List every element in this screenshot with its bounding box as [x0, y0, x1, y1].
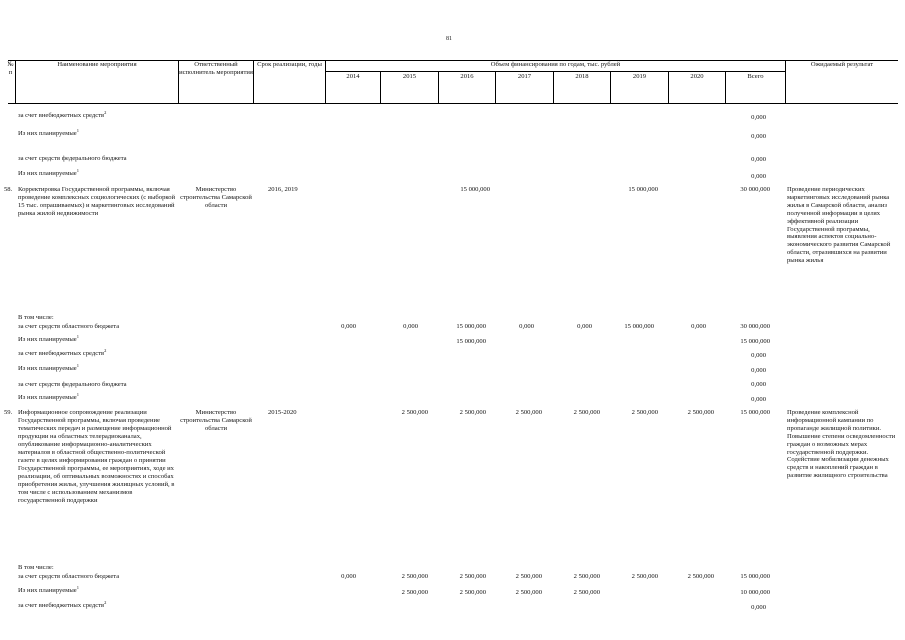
cell-value: 2 500,000: [515, 589, 542, 596]
row-label: Из них планируемые$^1$: [18, 391, 79, 401]
cell-value: 2 500,000: [631, 409, 658, 416]
cell-value: 2 500,000: [631, 573, 658, 580]
cell-value: 2 500,000: [573, 589, 600, 596]
cell-value: 15 000,000: [456, 323, 486, 330]
cell-value: 0,000: [751, 381, 766, 388]
header-period: Срок реализации, годы: [257, 61, 322, 68]
incl-label: В том числе:: [18, 564, 54, 571]
item-number: 58.: [4, 186, 13, 193]
item-period: 2015-2020: [268, 409, 297, 416]
header-funding: Объем финансирования по годам, тыс. рублей: [490, 61, 621, 68]
cell-value: 30 000,000: [740, 323, 770, 330]
page-number: 81: [446, 36, 452, 42]
header-year: 2020: [690, 73, 704, 80]
header-mid-border: [325, 71, 785, 72]
header-year: 2019: [632, 73, 647, 80]
cell-value: 2 500,000: [573, 573, 600, 580]
cell-value: 15 000,000: [740, 573, 770, 580]
item-responsible: Министерство строительства Самарской области: [180, 186, 252, 210]
row-label: за счет средств федерального бюджета: [18, 155, 127, 162]
item-number: 59.: [4, 409, 13, 416]
incl-label: В том числе:: [18, 314, 54, 321]
header-year: 2017: [517, 73, 532, 80]
cell-value: 2 500,000: [687, 409, 714, 416]
cell-value: 2 500,000: [401, 573, 428, 580]
cell-value: 2 500,000: [515, 573, 542, 580]
cell-value: 2 500,000: [459, 409, 486, 416]
header-num: № п: [7, 61, 14, 76]
header-year: 2018: [575, 73, 589, 80]
header-year: 2014: [346, 73, 360, 80]
cell-value: 0,000: [341, 323, 356, 330]
row-total: 0,000: [751, 156, 766, 163]
header-result: Ожидаемый результат: [810, 61, 874, 68]
cell-value: 2 500,000: [401, 589, 428, 596]
item-period: 2016, 2019: [268, 186, 298, 193]
cell-value: 0,000: [751, 396, 766, 403]
row-label: за счет средств областного бюджета: [18, 323, 120, 330]
value-total: 30 000,000: [740, 186, 770, 193]
row-label: Из них планируемые$^1$: [18, 127, 79, 137]
cell-value: 2 500,000: [401, 409, 428, 416]
header-bottom-border: [8, 103, 898, 104]
header-year-total: Всего: [747, 73, 764, 80]
row-total: 0,000: [751, 173, 766, 180]
row-total: 0,000: [751, 133, 766, 140]
row-total: 0,000: [751, 114, 766, 121]
row-label: за счет внебюджетных средств$^2$: [18, 347, 107, 357]
cell-value: 0,000: [751, 352, 766, 359]
cell-value: 0,000: [691, 323, 706, 330]
cell-value: 15 000,000: [456, 338, 486, 345]
cell-value: 2 500,000: [687, 573, 714, 580]
cell-value: 10 000,000: [740, 589, 770, 596]
header-name: Наименование мероприятия: [57, 61, 137, 68]
cell-value: 0,000: [519, 323, 534, 330]
row-label: Из них планируемые$^1$: [18, 167, 79, 177]
cell-value: 2 500,000: [459, 573, 486, 580]
cell-value: 15 000,000: [624, 323, 654, 330]
row-label: Из них планируемые$^1$: [18, 584, 79, 594]
item-name: Информационное сопровождение реализации Государственной программы, включая проведение тематических передач и размещение информационной продукции на областных телерадиоканалах, опубликование информационно-аналитических материалов в областной общественно-политической газете в целях информирования граждан о принятии Государственной программы, ее мероприятиях, ходе их реализации, об оптимальных возможностях и способах приобретения жилья, улучшения жилищных условий, в том числе с использованием механизмов государственной поддержки: [18, 409, 175, 505]
item-result: Проведение периодических маркетинговых исследований рынка жилья в Самарской области, анализ полученной информации в целях эффективной реализации Государственной программы, выявления аспектов социально-экономического развития Самарской области, отразившихся на развитии рынка жилья: [787, 186, 891, 265]
value-2016: 15 000,000: [460, 186, 490, 193]
row-label: за счет средств федерального бюджета: [18, 381, 127, 388]
row-label: за счет внебюджетных средств$^2$: [18, 599, 107, 609]
header-responsible: Ответственный исполнитель мероприятия: [179, 61, 253, 76]
row-label: за счет внебюджетных средств$^2$: [18, 109, 107, 119]
cell-value: 0,000: [751, 367, 766, 374]
cell-value: 0,000: [403, 323, 418, 330]
cell-value: 2 500,000: [459, 589, 486, 596]
cell-value: 2 500,000: [573, 409, 600, 416]
row-label: Из них планируемые$^1$: [18, 333, 79, 343]
item-result: Проведение комплексной информационной кампании по пропаганде жилищной политики. Повышение степени осведомленности граждан о возможных мерах государственной поддержки. Содействие мобилизации денежных средств и накоплений граждан в развитие жилищного строительства: [787, 409, 896, 480]
item-responsible: Министерство строительства Самарской области: [180, 409, 252, 433]
row-label: Из них планируемые$^1$: [18, 362, 79, 372]
cell-value: 0,000: [751, 604, 766, 611]
cell-value: 0,000: [577, 323, 592, 330]
header-year: 2016: [460, 73, 474, 80]
item-name: Корректировка Государственной программы, включая проведение комплексных социологических (с выборкой 15 тыс. опрашиваемых) и маркетинговых исследований рынка жилой недвижимости: [18, 186, 176, 218]
cell-value: 15 000,000: [740, 338, 770, 345]
cell-value: 2 500,000: [515, 409, 542, 416]
header-year: 2015: [402, 73, 417, 80]
value-total: 15 000,000: [740, 409, 770, 416]
row-label: за счет средств областного бюджета: [18, 573, 120, 580]
value-2019: 15 000,000: [628, 186, 658, 193]
cell-value: 0,000: [341, 573, 356, 580]
